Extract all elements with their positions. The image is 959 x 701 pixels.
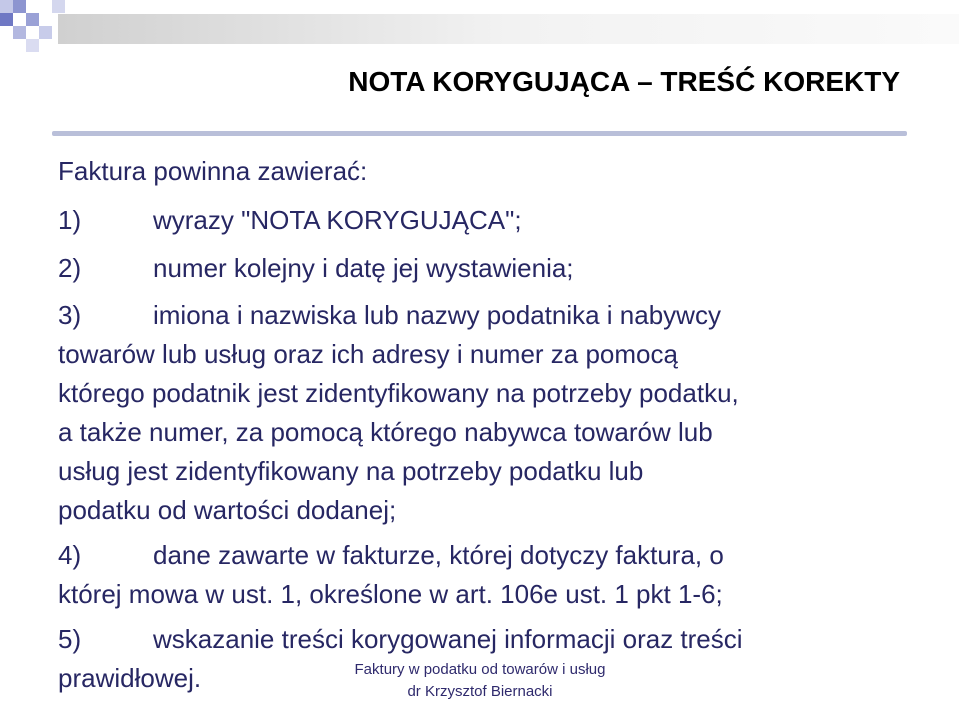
list-item-3-line: usług jest zidentyfikowany na potrzeby podatku lub [58,456,644,486]
list-item-3-line: podatku od wartości dodanej; [58,495,397,525]
list-item-number: 2) [58,253,82,283]
list-item-4-line: której mowa w ust. 1, określone w art. 106e ust. 1 pkt 1-6; [58,579,723,609]
list-item-number: 4) [58,540,82,570]
list-item-4 [58,540,724,571]
list-item-number: 3) [58,300,82,330]
list-item-1 [58,205,522,236]
list-item-2 [58,253,574,284]
list-item-text: dane zawarte w fakturze, której dotyczy faktura, o [153,540,724,570]
title-divider [52,131,907,136]
list-item-3-line: a także numer, za pomocą którego nabywca towarów lub [58,417,713,447]
footer-author: dr Krzysztof Biernacki [407,683,553,700]
header-decoration [0,0,959,60]
list-item-3-line: towarów lub usług oraz ich adresy i numer za pomocą [58,339,678,369]
list-item-text: numer kolejny i datę jej wystawienia; [153,253,574,283]
list-item-text: wyrazy "NOTA KORYGUJĄCA"; [153,205,522,235]
list-item-number: 1) [58,205,82,235]
list-item-text: imiona i nazwiska lub nazwy podatnika i nabywcy [153,300,721,330]
list-item-number: 5) [58,624,82,654]
page-title: NOTA KORYGUJĄCA – TREŚĆ KOREKTY [348,66,900,97]
footer-course-title: Faktury w podatku od towarów i usług [354,661,606,678]
list-item-text: wskazanie treści korygowanej informacji oraz treści [153,624,743,654]
list-item-5 [58,624,743,655]
list-item-3-line: którego podatnik jest zidentyfikowany na potrzeby podatku, [58,378,739,408]
list-item-3 [58,300,721,331]
intro-text: Faktura powinna zawierać: [58,156,368,186]
list-item-5-line: prawidłowej. [58,663,202,693]
